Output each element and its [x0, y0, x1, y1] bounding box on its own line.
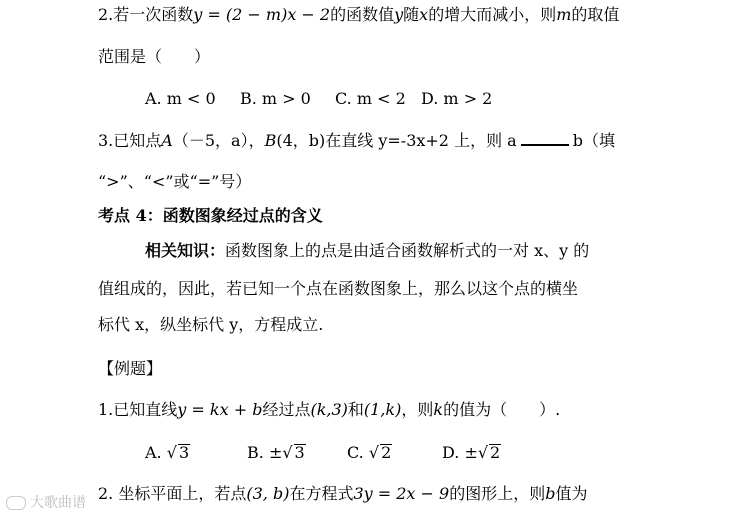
q2-text: 的取值 — [571, 5, 620, 24]
plus-minus: ± — [268, 443, 283, 462]
ex1-text: 和 — [347, 400, 364, 419]
q2-text: 的增大而减小，则 — [428, 5, 557, 24]
sqrt-icon: √ — [282, 443, 293, 462]
var-b: b — [545, 484, 556, 503]
section-heading: 考点 4：函数图象经过点的含义 — [98, 206, 323, 225]
q2-text: 随 — [403, 5, 420, 24]
radicand: 3 — [294, 443, 305, 462]
ex1-point2: (1,k) — [363, 400, 402, 419]
q3-text: 3.已知点 — [98, 131, 162, 150]
ex1-option-d — [442, 442, 501, 464]
var-m: m — [556, 5, 572, 24]
ex1-line1 — [98, 399, 560, 421]
q2-option-b: B. m > 0 — [240, 89, 311, 108]
var-A: A — [161, 131, 173, 150]
option-letter: A. — [145, 443, 162, 462]
q2-option-c: C. m < 2 — [335, 89, 406, 108]
q3-line2: “>”、“<”或“=”号） — [98, 172, 252, 191]
sqrt-icon: √ — [368, 443, 380, 462]
answer-blank — [521, 130, 569, 146]
plus-minus: ± — [464, 443, 478, 462]
q3-text: (4，b)在直线 y=-3x+2 上，则 a — [276, 131, 517, 150]
ex1-option-a — [145, 442, 247, 464]
q2-line1 — [98, 4, 619, 26]
ex2-text: 在方程式 — [289, 484, 354, 503]
knowledge-line3: 标代 x，纵坐标代 y，方程成立. — [98, 315, 324, 334]
knowledge-line1 — [145, 240, 589, 262]
var-k: k — [433, 400, 444, 419]
q3-text: （－5，a）， — [172, 131, 265, 150]
ex2-line1 — [98, 483, 588, 505]
radicand: 2 — [490, 443, 501, 462]
q2-options — [145, 88, 492, 110]
ex2-point: (3, b) — [246, 484, 290, 503]
knowledge-label: 相关知识： — [145, 241, 226, 260]
radicand: 3 — [178, 443, 190, 462]
ex2-text: 的图形上，则 — [449, 484, 546, 503]
q2-formula: y = (2 − m)x − 2 — [193, 5, 331, 24]
watermark — [6, 492, 86, 512]
ex1-text: ，则 — [401, 400, 434, 419]
knowledge-text: 函数图象上的点是由适合函数解析式的一对 x、y 的 — [225, 241, 590, 260]
var-B: B — [264, 131, 277, 150]
ex2-text: 2. 坐标平面上，若点 — [98, 484, 247, 503]
watermark-logo-icon — [6, 496, 26, 510]
ex1-option-c — [347, 442, 442, 464]
ex1-text: 1.已知直线 — [98, 400, 178, 419]
option-letter: B. — [247, 443, 264, 462]
ex1-text: 的值为（ ）. — [443, 400, 561, 419]
ex2-text: 值为 — [555, 484, 588, 503]
example-title: 【例题】 — [98, 359, 163, 378]
var-x: x — [419, 5, 429, 24]
q2-text: 的函数值 — [330, 5, 395, 24]
ex1-options — [145, 442, 501, 464]
sqrt-icon: √ — [166, 443, 177, 462]
ex2-equation: 3y = 2x − 9 — [353, 484, 450, 503]
sqrt-icon: √ — [477, 443, 489, 462]
q3-line1 — [98, 130, 615, 152]
option-letter: D. — [442, 443, 460, 462]
q2-option-d: D. m > 2 — [421, 89, 493, 108]
q3-text: b（填 — [572, 131, 615, 150]
ex1-formula: y = kx + b — [177, 400, 263, 419]
ex1-point1: (k,3) — [310, 400, 348, 419]
ex1-option-b — [247, 442, 347, 464]
q2-option-a: A. m < 0 — [145, 89, 216, 108]
var-y: y — [394, 5, 404, 24]
ex1-text: 经过点 — [262, 400, 311, 419]
knowledge-line2: 值组成的，因此，若已知一个点在函数图象上，那么以这个点的横坐 — [98, 279, 579, 298]
q2-text: 2.若一次函数 — [98, 5, 194, 24]
radicand: 2 — [381, 443, 392, 462]
option-letter: C. — [347, 443, 364, 462]
q2-line2: 范围是（ ） — [98, 47, 211, 66]
watermark-text: 大歌曲谱 — [30, 495, 86, 511]
